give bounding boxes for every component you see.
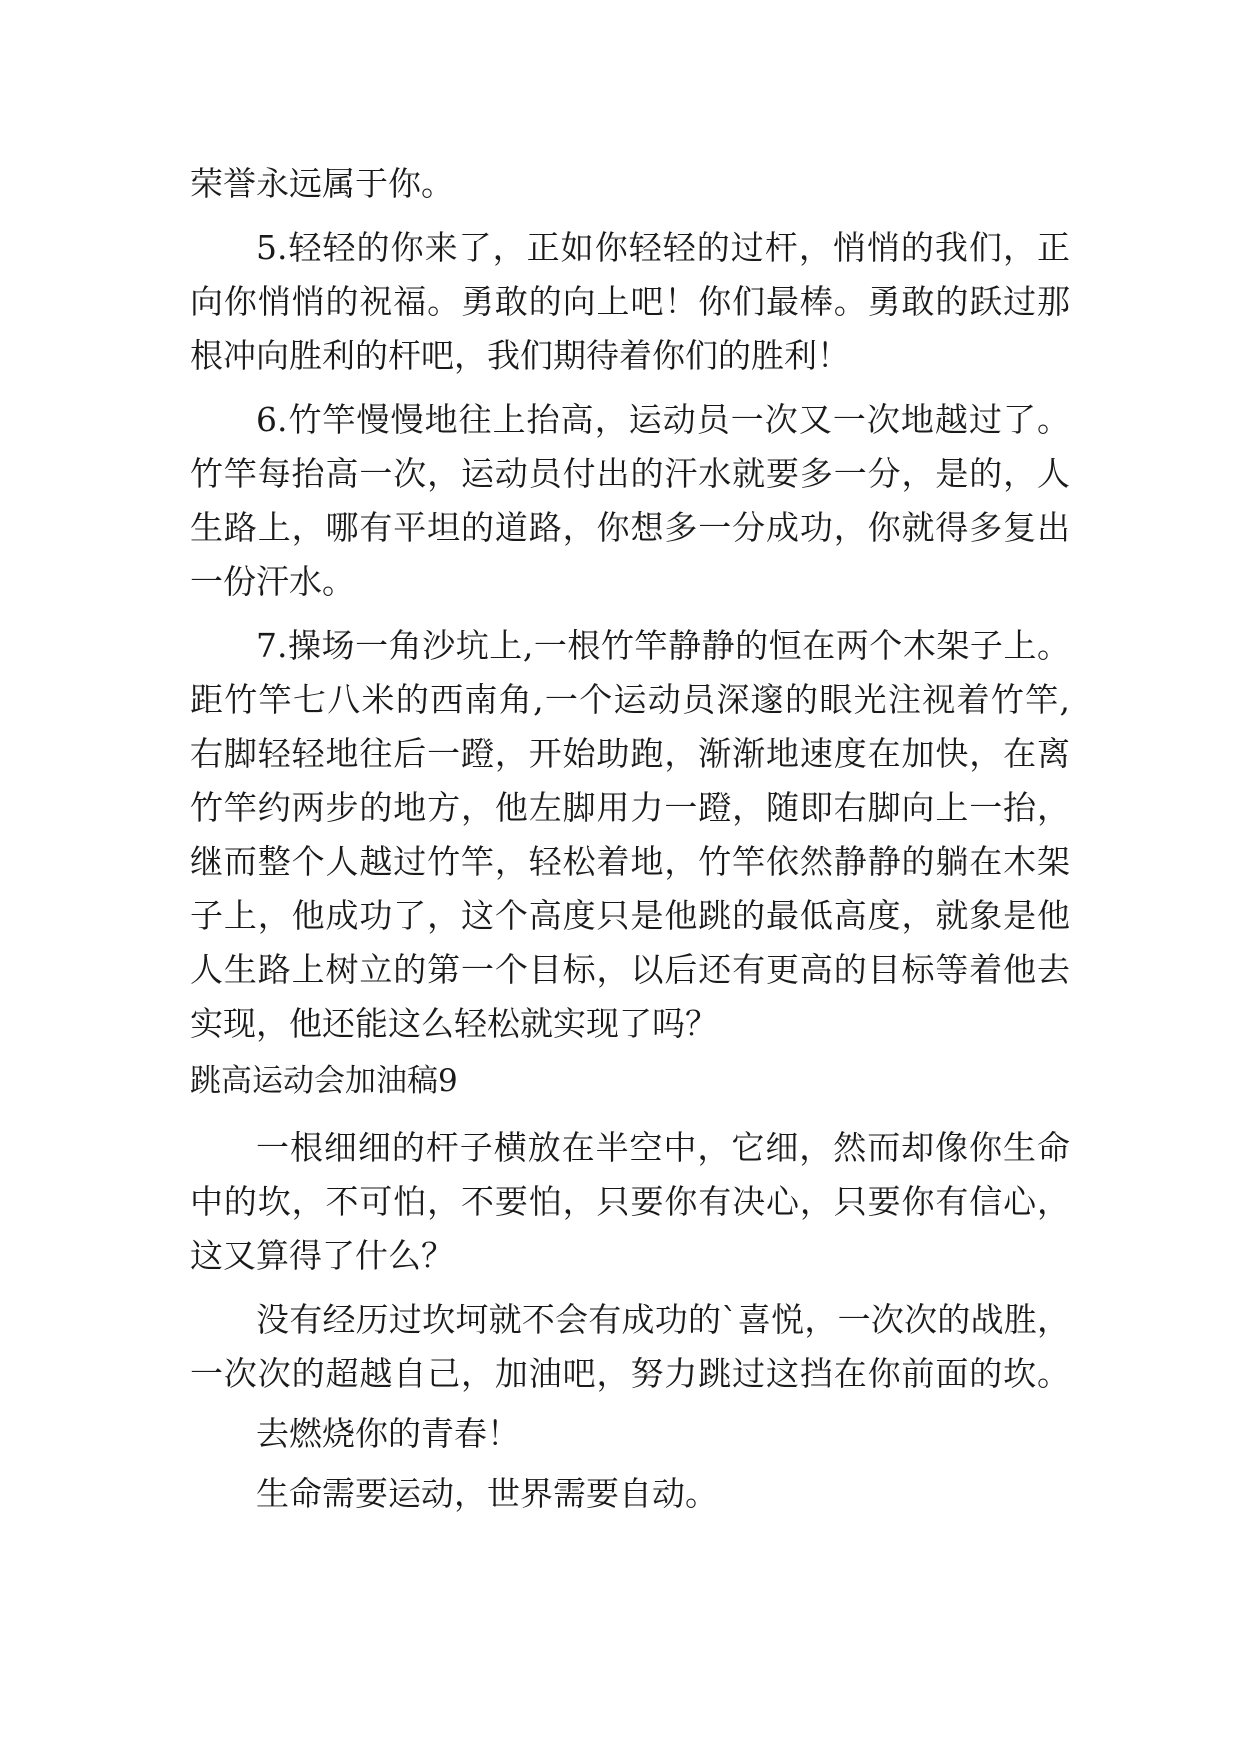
text-line: 根冲向胜利的杆吧，我们期待着你们的胜利！: [190, 336, 850, 375]
text-line: 去燃烧你的青春！: [256, 1414, 520, 1453]
text-line: 距竹竿七八米的西南角,一个运动员深邃的眼光注视着竹竿,: [190, 680, 1070, 719]
text-line: 5.轻轻的你来了，正如你轻轻的过杆，悄悄的我们，正: [256, 228, 1070, 267]
text-line: 7.操场一角沙坑上,一根竹竿静静的恒在两个木架子上。: [256, 626, 1070, 665]
text-line: 竹竿约两步的地方，他左脚用力一蹬，随即右脚向上一抬，: [190, 788, 1070, 827]
section-heading: 跳高运动会加油稿9: [190, 1063, 458, 1099]
text-line: 荣誉永远属于你。: [190, 164, 454, 203]
text-line: 这又算得了什么？: [190, 1236, 454, 1275]
text-line: 实现，他还能这么轻松就实现了吗？: [190, 1004, 718, 1043]
text-line: 没有经历过坎坷就不会有成功的`喜悦，一次次的战胜，: [256, 1300, 1070, 1339]
text-line: 一次次的超越自己，加油吧，努力跳过这挡在你前面的坎。: [190, 1354, 1070, 1393]
text-line: 竹竿每抬高一次，运动员付出的汗水就要多一分，是的，人: [190, 454, 1070, 493]
text-line: 6.竹竿慢慢地往上抬高，运动员一次又一次地越过了。: [256, 400, 1070, 439]
text-line: 人生路上树立的第一个目标，以后还有更高的目标等着他去: [190, 950, 1070, 989]
text-line: 生命需要运动，世界需要自动。: [256, 1474, 718, 1513]
text-line: 继而整个人越过竹竿，轻松着地，竹竿依然静静的躺在木架: [190, 842, 1070, 881]
text-line: 子上，他成功了，这个高度只是他跳的最低高度，就象是他: [190, 896, 1070, 935]
text-line: 中的坎，不可怕，不要怕，只要你有决心，只要你有信心，: [190, 1182, 1070, 1221]
text-line: 向你悄悄的祝福。勇敢的向上吧！你们最棒。勇敢的跃过那: [190, 282, 1070, 321]
text-line: 一份汗水。: [190, 562, 355, 601]
text-line: 生路上，哪有平坦的道路，你想多一分成功，你就得多复出: [190, 508, 1070, 547]
text-line: 右脚轻轻地往后一蹬，开始助跑，渐渐地速度在加快，在离: [190, 734, 1070, 773]
text-line: 一根细细的杆子横放在半空中，它细，然而却像你生命: [256, 1128, 1070, 1167]
